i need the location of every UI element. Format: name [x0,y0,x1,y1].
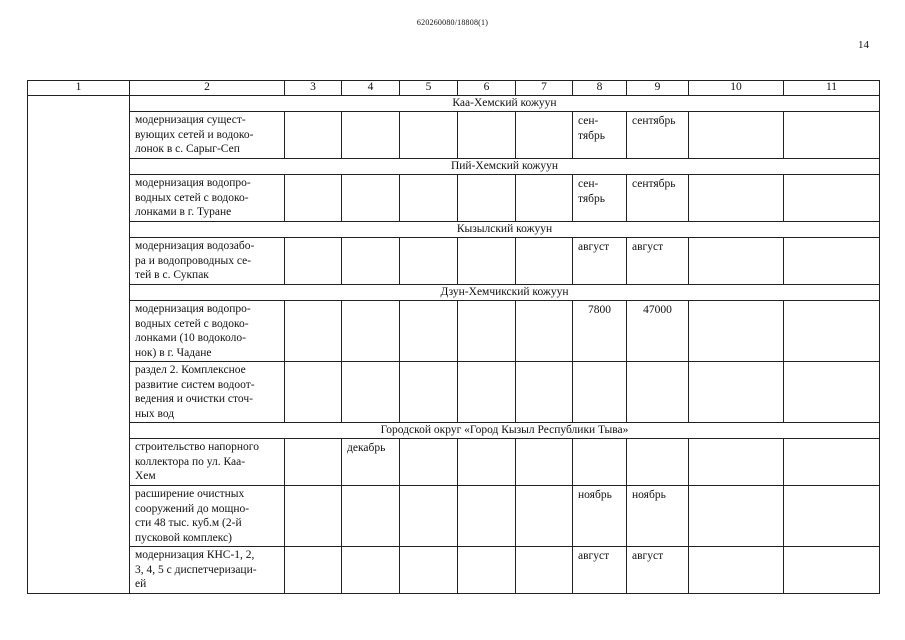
description-line: расширение очистных [135,488,245,500]
table-row [28,112,880,159]
value-cell-col-10 [689,175,784,222]
value-cell-col-5 [400,301,458,362]
value-cell-col-4 [342,439,400,486]
table-row [28,439,880,486]
work-description-cell [130,439,285,486]
value-cell-col-11 [784,112,880,159]
value-cell-col-8 [573,112,627,159]
value-cell-col-6 [458,112,516,159]
value-cell-col-3 [285,112,342,159]
header-cell-col-4: 4 [342,81,400,96]
description-line: коллектора по ул. Каа- [135,455,246,468]
value-cell-col-10 [689,486,784,547]
value-cell-col-4 [342,238,400,285]
value-cell-col-6 [458,439,516,486]
work-description-cell [130,486,285,547]
header-cell-col-5: 5 [400,81,458,96]
value-cell-col-10 [689,362,784,423]
work-description-cell [130,112,285,159]
value-cell-col-6 [458,301,516,362]
value-line: сен- [578,115,599,127]
column-1-cell [28,96,130,594]
description-line: ра и водопроводных се- [135,254,252,267]
value-line: ноябрь [632,489,666,501]
header-cell-col-9: 9 [627,81,689,96]
value-cell-col-8 [573,301,627,362]
description-line: пусковой комплекс) [135,531,232,544]
value-line: 47000 [643,304,672,316]
value-cell-col-6 [458,238,516,285]
region-heading: Дзун-Хемчикский кожуун [130,285,880,301]
description-line: лонками в г. Туране [135,206,232,218]
region-row [28,423,880,439]
value-cell-col-6 [458,547,516,594]
work-description-cell [130,547,285,594]
value-cell-col-9 [627,362,689,423]
description-line: модернизация водопро- [135,303,251,315]
value-cell-col-7 [516,547,573,594]
work-description-cell [130,238,285,285]
value-cell-col-11 [784,238,880,285]
table-row [28,175,880,222]
value-line: август [632,241,664,253]
description-line: водных сетей с водоко- [135,317,249,330]
value-cell-col-7 [516,238,573,285]
value-cell-col-3 [285,486,342,547]
description-line: сооружений до мощно- [135,502,250,515]
region-heading: Городской округ «Город Кызыл Республики Тыва» [130,423,880,439]
value-cell-col-9 [627,301,689,362]
table-row [28,547,880,594]
value-line: сен- [578,178,599,190]
header-cell-col-6: 6 [458,81,516,96]
region-row [28,222,880,238]
value-cell-col-8 [573,486,627,547]
value-line: тябрь [578,129,606,142]
value-cell-col-8 [573,547,627,594]
work-description-cell [130,175,285,222]
header-cell-col-2: 2 [130,81,285,96]
description-line: модернизация КНС-1, 2, [135,549,255,561]
value-line: сентябрь [632,115,676,127]
value-cell-col-9 [627,238,689,285]
value-cell-col-9 [627,439,689,486]
value-cell-col-11 [784,439,880,486]
description-line: развитие систем водоот- [135,378,255,391]
value-cell-col-6 [458,486,516,547]
description-line: нок) в г. Чадане [135,346,212,359]
description-line: вующих сетей и водоко- [135,128,254,141]
table-row [28,238,880,285]
value-cell-col-11 [784,547,880,594]
value-cell-col-11 [784,301,880,362]
value-line: сентябрь [632,178,676,190]
value-cell-col-10 [689,112,784,159]
region-row [28,159,880,175]
value-cell-col-7 [516,486,573,547]
region-row [28,96,880,112]
value-cell-col-8 [573,175,627,222]
description-line: 3, 4, 5 с диспетчеризаци- [135,563,257,576]
value-line: август [632,550,664,562]
value-cell-col-4 [342,362,400,423]
work-description-cell [130,301,285,362]
value-cell-col-9 [627,175,689,222]
value-cell-col-8 [573,238,627,285]
header-row [28,81,880,96]
value-line: 7800 [588,304,611,316]
description-line: модернизация водопро- [135,177,251,189]
value-cell-col-4 [342,486,400,547]
region-heading: Каа-Хемский кожуун [130,96,880,112]
value-cell-col-10 [689,238,784,285]
value-cell-col-4 [342,112,400,159]
value-cell-col-3 [285,238,342,285]
value-line: ноябрь [578,489,612,501]
value-cell-col-5 [400,362,458,423]
value-cell-col-3 [285,175,342,222]
description-line: водных сетей с водоко- [135,191,249,204]
value-line: тябрь [578,192,606,205]
document-id: 620260080/18808(1) [416,18,489,27]
value-cell-col-7 [516,175,573,222]
value-cell-col-8 [573,439,627,486]
value-cell-col-10 [689,547,784,594]
value-cell-col-4 [342,547,400,594]
header-cell-col-3: 3 [285,81,342,96]
work-description-cell [130,362,285,423]
description-line: тей в с. Сукпак [135,269,209,281]
value-cell-col-5 [400,175,458,222]
table-row [28,486,880,547]
value-cell-col-11 [784,486,880,547]
value-cell-col-3 [285,301,342,362]
value-cell-col-7 [516,439,573,486]
value-cell-col-11 [784,175,880,222]
value-cell-col-6 [458,175,516,222]
value-cell-col-3 [285,439,342,486]
value-cell-col-9 [627,112,689,159]
value-cell-col-5 [400,112,458,159]
region-heading: Кызылский кожуун [130,222,880,238]
description-line: лонками (10 водоколо- [135,332,246,344]
description-line: строительство напорного [135,441,259,453]
table-row [28,301,880,362]
value-cell-col-4 [342,175,400,222]
description-line: ных вод [135,407,175,420]
region-row [28,285,880,301]
description-line: раздел 2. Комплексное [135,364,246,376]
value-cell-col-7 [516,362,573,423]
value-cell-col-9 [627,547,689,594]
header-cell-col-7: 7 [516,81,573,96]
region-heading: Пий-Хемский кожуун [130,159,880,175]
value-cell-col-3 [285,547,342,594]
header-cell-col-10: 10 [689,81,784,96]
value-cell-col-3 [285,362,342,423]
schedule-table [27,80,880,594]
description-line: ей [135,578,147,590]
value-cell-col-11 [784,362,880,423]
description-line: сти 48 тыс. куб.м (2-й [135,517,242,529]
value-cell-col-4 [342,301,400,362]
description-line: Хем [135,470,156,482]
description-line: модернизация водозабо- [135,240,255,252]
value-line: август [578,241,610,253]
value-line: август [578,550,610,562]
header-cell-col-1: 1 [28,81,130,96]
table-row [28,362,880,423]
value-cell-col-7 [516,112,573,159]
value-cell-col-10 [689,439,784,486]
page-number: 14 [858,39,869,51]
value-cell-col-7 [516,301,573,362]
value-cell-col-8 [573,362,627,423]
value-cell-col-5 [400,547,458,594]
header-cell-col-8: 8 [573,81,627,96]
description-line: модернизация сущест- [135,114,246,126]
value-cell-col-6 [458,362,516,423]
value-cell-col-5 [400,238,458,285]
value-line: декабрь [347,442,386,454]
value-cell-col-10 [689,301,784,362]
value-cell-col-9 [627,486,689,547]
description-line: лонок в с. Сарыг-Сеп [135,143,240,155]
description-line: ведения и очистки сточ- [135,393,253,405]
value-cell-col-5 [400,486,458,547]
header-cell-col-11: 11 [784,81,880,96]
value-cell-col-5 [400,439,458,486]
